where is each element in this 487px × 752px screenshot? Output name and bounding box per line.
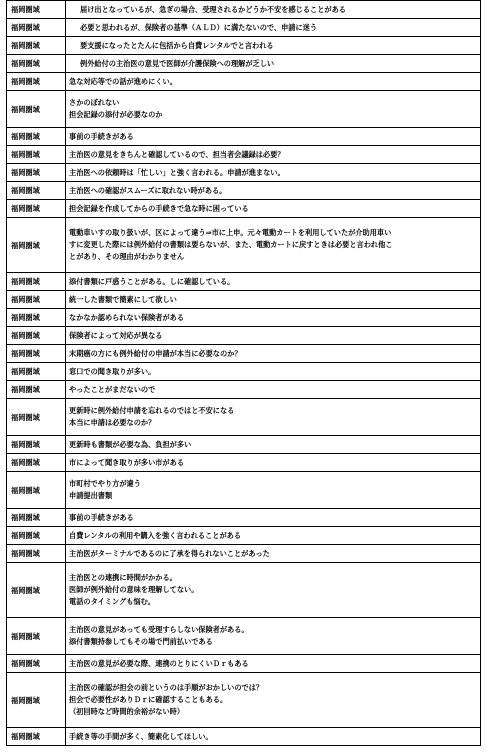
region-cell: 福岡圏域 [7, 436, 66, 454]
region-cell: 福岡圏域 [7, 309, 66, 327]
comment-line: 担会で必要性がありＤｒに確認することもある。 [69, 695, 228, 704]
region-cell: 福岡圏域 [7, 146, 66, 164]
table-row [7, 673, 481, 728]
region-cell: 福岡圏域 [7, 454, 66, 472]
table-row [7, 200, 481, 218]
table-row [7, 399, 481, 436]
table-row [7, 19, 481, 37]
comment-line: 添付書類に戸惑うことがある。しに確認している。 [69, 276, 235, 286]
comment-line: 添付書類持参してもその場で門前払いである [69, 637, 213, 646]
table-row [7, 309, 481, 327]
table-row [7, 73, 481, 91]
comment-cell [66, 182, 481, 200]
comment-cell [66, 327, 481, 345]
comment-line: 末期癌の方にも例外給付の申請が本当に必要なのか？ [69, 348, 242, 358]
comment-cell [66, 436, 481, 454]
comment-cell [66, 200, 481, 218]
table-row [7, 618, 481, 655]
comment-line: 急な対応等での話が進めにくい。 [69, 76, 177, 86]
comment-line: 主治医の意見をきちんと確認しているので、担当者会議録は必要？ [69, 149, 285, 159]
comment-line: 事前の手続きがある [69, 131, 134, 141]
comment-line: 必要と思われるが、保険者の基準（ＡＬＤ）に満たないので、申請に迷う [80, 22, 318, 32]
region-cell: 福岡圏域 [7, 472, 66, 509]
comment-line: 医師が例外給付の意味を理解してない。 [69, 585, 199, 594]
region-cell: 福岡圏域 [7, 91, 66, 128]
comment-cell [66, 454, 481, 472]
comment-line: 手続き等の手間が多く、簡素化してほしい。 [69, 731, 213, 741]
comment-cell [66, 345, 481, 363]
table-row [7, 164, 481, 182]
comments-table [6, 0, 481, 746]
region-cell: 福岡圏域 [7, 273, 66, 291]
comment-line: 例外給付の主治医の意見で医師が介護保険への理解が乏しい [80, 58, 275, 68]
region-cell: 福岡圏域 [7, 655, 66, 673]
comment-line: 電動車いすの取り扱いが、区によって違う⇒市に上申。元々電動カートを利用していたが介助用車い [69, 228, 392, 237]
comment-line: 本当に申請は必要なのか？ [69, 418, 156, 427]
comment-line: 自費レンタルの利用や購入を強く言われることがある [69, 530, 242, 540]
comment-cell [66, 655, 481, 673]
region-cell: 福岡圏域 [7, 182, 66, 200]
table-row [7, 436, 481, 454]
comment-cell [66, 1, 481, 19]
table-row [7, 454, 481, 472]
comment-cell [66, 218, 481, 273]
comment-line: やったことがまだないので [69, 384, 156, 394]
comment-line: 更新時も書類が必要な為、負担が多い [69, 439, 192, 449]
comment-cell [66, 273, 481, 291]
region-cell: 福岡圏域 [7, 19, 66, 37]
comment-line: 市町村でやり方が違う [69, 479, 141, 488]
region-cell: 福岡圏域 [7, 164, 66, 182]
comment-cell [66, 55, 481, 73]
comment-line: （初回時など時間的余裕がない時） [69, 707, 185, 716]
region-cell: 福岡圏域 [7, 55, 66, 73]
region-cell: 福岡圏域 [7, 618, 66, 655]
region-cell: 福岡圏域 [7, 399, 66, 436]
region-cell: 福岡圏域 [7, 218, 66, 273]
table-row [7, 91, 481, 128]
comment-cell [66, 146, 481, 164]
comment-line: なかなか認められない保険者がある [69, 312, 185, 322]
comment-line: 更新時に例外給付申請を忘れるのではと不安になる [69, 406, 235, 415]
comment-cell [66, 291, 481, 309]
region-cell: 福岡圏域 [7, 291, 66, 309]
region-cell: 福岡圏域 [7, 363, 66, 381]
table-row [7, 146, 481, 164]
comment-cell [66, 399, 481, 436]
region-cell: 福岡圏域 [7, 128, 66, 146]
region-cell: 福岡圏域 [7, 509, 66, 527]
comment-line: とがあり、その理由がわかりません [69, 252, 185, 261]
comment-line: 窓口での聞き取りが多い。 [69, 366, 156, 376]
region-cell: 福岡圏域 [7, 545, 66, 563]
comment-line: 申請提出書類 [69, 491, 113, 500]
comment-cell [66, 381, 481, 399]
table-row [7, 345, 481, 363]
comment-cell [66, 728, 481, 746]
table-row [7, 55, 481, 73]
table-row [7, 128, 481, 146]
table-row [7, 182, 481, 200]
comment-cell [66, 545, 481, 563]
comment-line: 事前の手続きがある [69, 512, 134, 522]
region-cell: 福岡圏域 [7, 527, 66, 545]
comment-cell [66, 37, 481, 55]
region-cell: 福岡圏域 [7, 728, 66, 746]
comment-cell [66, 527, 481, 545]
comment-line: 担会記録の添付が必要なのか [69, 110, 163, 119]
region-cell: 福岡圏域 [7, 673, 66, 728]
comment-cell [66, 618, 481, 655]
comment-cell [66, 91, 481, 128]
comment-line: 主治医への依頼時は「忙しい」と強く言われる。申請が進まない。 [69, 167, 285, 177]
table-row [7, 472, 481, 509]
comment-cell [66, 673, 481, 728]
comment-line: さかのぼれない [69, 98, 120, 107]
comment-line: 統一した書類で簡素にして欲しい [69, 294, 177, 304]
table-row [7, 327, 481, 345]
comment-line: 主治医の意見があっても受理すらしない保険者がある。 [69, 625, 249, 634]
table-row [7, 1, 481, 19]
region-cell: 福岡圏域 [7, 1, 66, 19]
table-row [7, 509, 481, 527]
comment-line: 要支援になったとたんに包括から自費レンタルでと言われる [80, 40, 274, 50]
comment-line: 主治医がターミナルであるのに了承を得られないことがあった [69, 548, 270, 558]
region-cell: 福岡圏域 [7, 200, 66, 218]
table-row [7, 563, 481, 618]
comment-cell [66, 164, 481, 182]
comment-line: 主治医の確認が担会の前というのは手順がおかしいのでは？ [69, 683, 264, 692]
comment-line: 届け出となっているが、急ぎの場合、受理されるかどうか不安を感じることがある [80, 4, 346, 14]
region-cell: 福岡圏域 [7, 381, 66, 399]
table-row [7, 37, 481, 55]
comment-line: 保険者によって対応が異なる [69, 330, 163, 340]
region-cell: 福岡圏域 [7, 327, 66, 345]
comment-line: 主治医への確認がスムーズに取れない時がある。 [69, 185, 227, 195]
region-cell: 福岡圏域 [7, 73, 66, 91]
table-row [7, 363, 481, 381]
comment-cell [66, 563, 481, 618]
comment-cell [66, 509, 481, 527]
comment-cell [66, 73, 481, 91]
comment-cell [66, 309, 481, 327]
comment-cell [66, 19, 481, 37]
comment-cell [66, 472, 481, 509]
table-row [7, 545, 481, 563]
region-cell: 福岡圏域 [7, 345, 66, 363]
comment-cell [66, 128, 481, 146]
table-row [7, 655, 481, 673]
comment-line: すに変更した際には例外給付の書類は要らないが、また、電動カートに戻すときは必要と言われ他こ [69, 240, 393, 249]
comment-line: 電話のタイミングも悩む。 [69, 597, 155, 606]
table-row [7, 291, 481, 309]
comment-line: 主治医との連携に時間がかかる。 [69, 573, 177, 582]
table-body [7, 1, 481, 746]
comment-line: 主治医の意見が必要な際、連携のとりにくいＤｒもある [69, 658, 249, 668]
table-row [7, 218, 481, 273]
comment-line: 市によって聞き取りが多い市がある [69, 457, 185, 467]
region-cell: 福岡圏域 [7, 563, 66, 618]
region-cell: 福岡圏域 [7, 37, 66, 55]
comment-cell [66, 363, 481, 381]
table-row [7, 273, 481, 291]
table-row [7, 728, 481, 746]
table-row [7, 527, 481, 545]
comment-line: 担会記録を作成してからの手続きで急な時に困っている [69, 203, 249, 213]
table-row [7, 381, 481, 399]
